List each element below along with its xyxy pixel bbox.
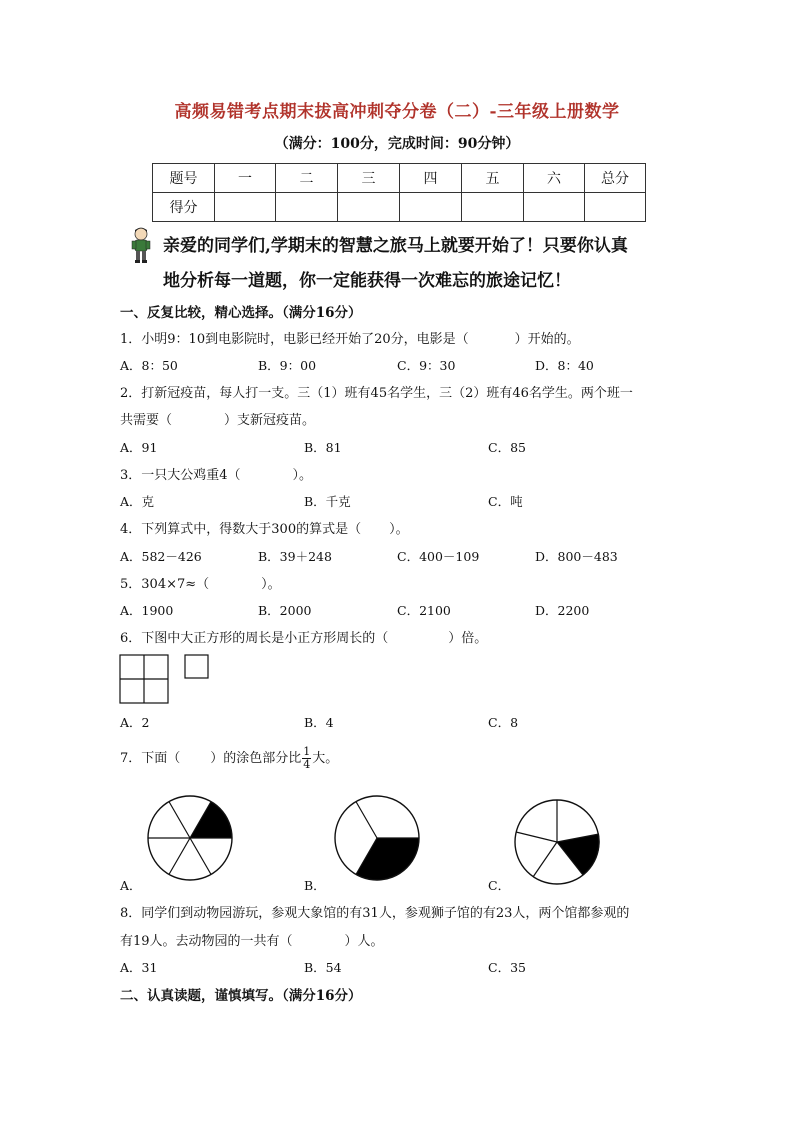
option-c[interactable]: C．8 xyxy=(488,715,519,730)
section-1-title: 一、反复比较，精心选择。（满分16分） xyxy=(120,305,362,321)
option-a[interactable]: A．91 xyxy=(120,440,158,455)
option-b[interactable]: B． xyxy=(304,878,326,893)
question-6 xyxy=(120,627,487,646)
option-c[interactable]: C．9：30 xyxy=(397,358,456,373)
question-3 xyxy=(120,464,312,483)
option-d[interactable]: D．8：40 xyxy=(535,358,594,373)
fraction-one-quarter: $\frac{1}{4}$ xyxy=(303,745,311,771)
option-a[interactable]: A．2 xyxy=(120,715,150,730)
question-8-text-end: ）人。 xyxy=(344,934,384,949)
score-cell[interactable] xyxy=(215,193,276,222)
option-a[interactable]: A．克 xyxy=(120,494,155,509)
option-b[interactable]: B．千克 xyxy=(304,494,351,509)
option-c[interactable]: C．85 xyxy=(488,440,526,455)
question-3-text: 3．一只大公鸡重4（ xyxy=(120,468,241,483)
score-cell[interactable] xyxy=(524,193,585,222)
score-header-cell: 总分 xyxy=(585,164,646,193)
score-header-cell: 三 xyxy=(338,164,400,193)
circle-option-a xyxy=(146,794,234,882)
question-5 xyxy=(120,573,281,592)
score-cell[interactable] xyxy=(400,193,462,222)
option-c[interactable]: C． xyxy=(488,878,511,893)
option-a[interactable]: A．8：50 xyxy=(120,358,178,373)
option-c[interactable]: C．35 xyxy=(488,960,526,975)
question-8-line-2 xyxy=(120,930,384,949)
score-header-cell: 题号 xyxy=(153,164,215,193)
student-mascot-icon xyxy=(128,226,154,264)
option-d[interactable]: D．2200 xyxy=(535,603,590,618)
option-b[interactable]: B．39＋248 xyxy=(258,549,332,564)
greeting-line-1: 亲爱的同学们,学期末的智慧之旅马上就要开始了！只要你认真 xyxy=(163,236,628,256)
question-4-text-end: ）。 xyxy=(389,522,409,537)
score-cell[interactable] xyxy=(585,193,646,222)
question-8-text: 有19人。去动物园的一共有（ xyxy=(120,934,293,949)
question-7 xyxy=(120,746,338,771)
question-2-line-1: 2．打新冠疫苗，每人打一支。三（1）班有45名学生，三（2）班有46名学生。两个班一 xyxy=(120,386,633,401)
score-header-cell: 二 xyxy=(276,164,338,193)
question-5-text: 5．304×7≈（ xyxy=(120,577,210,592)
option-a[interactable]: A．1900 xyxy=(120,603,174,618)
option-b[interactable]: B．54 xyxy=(304,960,342,975)
option-c[interactable]: C．2100 xyxy=(397,603,451,618)
question-1-text: 1．小明9：10到电影院时，电影已经开始了20分，电影是（ xyxy=(120,332,469,347)
score-header-cell: 四 xyxy=(400,164,462,193)
question-4 xyxy=(120,518,409,537)
option-c[interactable]: C．吨 xyxy=(488,494,523,509)
option-b[interactable]: B．2000 xyxy=(258,603,312,618)
option-a[interactable]: A．31 xyxy=(120,960,158,975)
option-b[interactable]: B．9：00 xyxy=(258,358,317,373)
page-title: 高频易错考点期末拔高冲刺夺分卷（二）-三年级上册数学 xyxy=(174,102,620,122)
question-7-text-mid: ）的涂色部分比 xyxy=(210,751,302,766)
score-header-cell: 六 xyxy=(524,164,585,193)
question-3-text-end: ）。 xyxy=(292,468,313,483)
page-subtitle: （满分：100分，完成时间：90分钟） xyxy=(274,136,520,152)
circle-option-b xyxy=(333,794,421,882)
question-6-text: 6．下图中大正方形的周长是小正方形周长的（ xyxy=(120,631,389,646)
score-table-score-row xyxy=(153,193,646,222)
circle-option-c xyxy=(513,798,601,886)
option-a[interactable]: A．582－426 xyxy=(120,549,202,564)
question-1 xyxy=(120,328,580,347)
small-square-figure xyxy=(184,654,210,680)
option-a[interactable]: A． xyxy=(120,878,142,893)
question-4-text: 4．下列算式中，得数大于300的算式是（ xyxy=(120,522,362,537)
big-square-figure xyxy=(119,654,169,704)
question-1-text-end: ）开始的。 xyxy=(514,332,580,347)
score-cell[interactable] xyxy=(276,193,338,222)
question-7-text: 7．下面（ xyxy=(120,751,181,766)
score-cell[interactable] xyxy=(462,193,524,222)
score-header-cell: 五 xyxy=(462,164,524,193)
score-header-cell: 一 xyxy=(215,164,276,193)
question-7-text-end: 大。 xyxy=(312,751,339,766)
score-table xyxy=(152,163,646,222)
option-d[interactable]: D．800－483 xyxy=(535,549,618,564)
question-6-text-end: ）倍。 xyxy=(448,631,488,646)
question-5-text-end: ）。 xyxy=(261,577,281,592)
question-2-line-2 xyxy=(120,409,315,428)
section-2-title: 二、认真读题，谨慎填写。（满分16分） xyxy=(120,988,362,1004)
question-2-text-end: ）支新冠疫苗。 xyxy=(224,413,316,428)
question-8-line-1: 8．同学们到动物园游玩，参观大象馆的有31人，参观狮子馆的有23人，两个馆都参观的 xyxy=(120,906,630,921)
option-c[interactable]: C．400－109 xyxy=(397,549,480,564)
greeting-line-2: 地分析每一道题，你一定能获得一次难忘的旅途记忆！ xyxy=(163,271,571,291)
option-b[interactable]: B．81 xyxy=(304,440,342,455)
score-table-header-row xyxy=(153,164,646,193)
score-row-label: 得分 xyxy=(153,193,215,222)
score-cell[interactable] xyxy=(338,193,400,222)
question-2-text: 共需要（ xyxy=(120,413,173,428)
option-b[interactable]: B．4 xyxy=(304,715,334,730)
